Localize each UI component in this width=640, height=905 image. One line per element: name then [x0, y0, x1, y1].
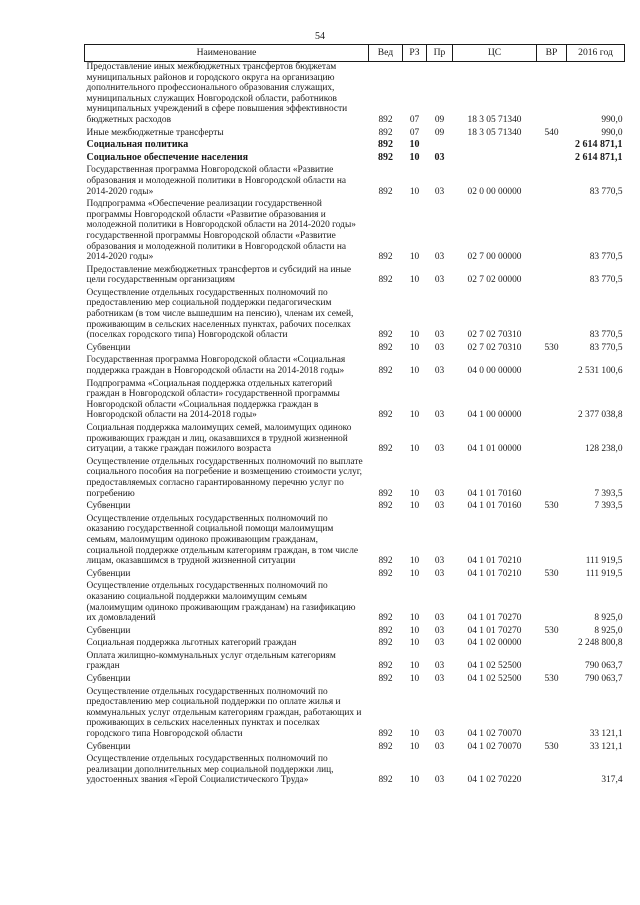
row-name: Предоставление иных межбюджетных трансфертов бюджетам муниципальных районов и городского округа на организацию дополнительного профессионального образования служащих, муниципальных служащих Новгородской области, работников муниципальных учреждений в сфере повышения эффективности бюджетных расходов — [86, 62, 348, 125]
row-sum: 83 770,5 — [589, 342, 623, 353]
row-sum: 33 121,1 — [589, 729, 623, 740]
row-ved: 892 — [378, 151, 393, 163]
row-pr: 03 — [434, 741, 445, 752]
row-ved: 892 — [378, 444, 393, 455]
table-row — [85, 754, 625, 788]
row-cs: 04 1 02 70070 — [467, 729, 522, 740]
row-name: Осуществление отдельных государственных полномочий по предоставлению мер социальной поддержки по оплате жилья и коммунальных услуг отдельным категориям граждан, работающих и проживающих в сельских населенных пунктах и поселках городского типа Новгородской области — [86, 686, 362, 740]
row-vr — [537, 651, 567, 674]
row-name: Социальное обеспечение населения — [86, 151, 249, 163]
table-row — [85, 569, 625, 582]
row-vr: 540 — [544, 127, 559, 138]
row-ved: 892 — [378, 556, 393, 567]
row-cs: 18 3 05 71340 — [467, 127, 522, 138]
row-vr — [537, 355, 567, 378]
row-name: Субвенции — [86, 501, 131, 512]
row-name: Субвенции — [86, 741, 131, 752]
page-number: 54 — [315, 31, 325, 42]
row-sum: 83 770,5 — [589, 330, 623, 341]
row-pr: 09 — [434, 127, 445, 138]
row-name: Государственная программа Новгородской области «Развитие образования и молодежной политики в Новгородской области на 2014-2020 годы» — [86, 165, 347, 197]
table-row — [85, 62, 625, 128]
row-cs: 04 1 02 70070 — [467, 741, 522, 752]
row-rz: 10 — [409, 729, 420, 740]
row-rz: 10 — [409, 275, 420, 286]
row-vr — [537, 754, 567, 788]
row-cs: 04 1 01 70210 — [467, 568, 522, 579]
row-cs: 04 1 01 70210 — [467, 556, 522, 567]
row-rz: 10 — [409, 444, 420, 455]
row-name: Подпрограмма «Социальная поддержка отдельных категорий граждан в Новгородской области» государственной программы Новгородской области «Социальная поддержка граждан в Новгородской области на 2014-2018 годы» — [86, 378, 340, 421]
row-cs: 02 7 02 00000 — [467, 275, 522, 286]
row-vr: 530 — [544, 741, 559, 752]
row-ved: 892 — [378, 674, 393, 685]
row-name: Социальная поддержка малоимущих семей, малоимущих одиноко проживающих граждан и лиц, оказавшихся в трудной жизненной ситуации, а также граждан пожилого возраста — [86, 423, 352, 455]
row-cs — [453, 140, 537, 153]
row-vr: 530 — [544, 674, 559, 685]
row-cs: 04 1 02 52500 — [467, 661, 522, 672]
row-name: Оплата жилищно-коммунальных услуг отдельным категориям граждан — [86, 650, 336, 672]
row-name: Субвенции — [86, 625, 131, 636]
row-ved: 892 — [378, 139, 393, 151]
row-ved: 892 — [378, 625, 393, 636]
header-ved: Вед — [369, 45, 403, 62]
row-cs: 04 1 01 00000 — [467, 444, 522, 455]
row-sum: 790 063,7 — [585, 674, 623, 685]
row-sum: 111 919,5 — [585, 556, 623, 567]
table-body — [85, 62, 625, 789]
row-ved: 892 — [378, 127, 393, 138]
row-cs: 04 0 00 00000 — [467, 366, 522, 377]
row-vr: 530 — [544, 501, 559, 512]
row-pr: 09 — [434, 114, 445, 125]
row-sum: 7 393,5 — [594, 501, 623, 512]
table-row — [85, 379, 625, 423]
table-row — [85, 153, 625, 166]
row-rz: 10 — [409, 661, 420, 672]
row-cs: 04 1 02 52500 — [467, 674, 522, 685]
row-name: Подпрограмма «Обеспечение реализации государственной программы Новгородской области «Развитие образования и молодежной политики в Новгородской области на 2014-2020 годы» государственной программы Новгородской области «Развитие образования и молодежной политики в Новгородской области на 2014-2020 годы» — [86, 199, 356, 263]
row-pr: 03 — [434, 366, 445, 377]
row-vr — [537, 165, 567, 199]
row-pr: 03 — [434, 613, 445, 624]
row-vr — [537, 140, 567, 153]
table-header-row — [85, 45, 625, 62]
row-name: Субвенции — [86, 568, 131, 579]
row-rz: 10 — [409, 674, 420, 685]
row-name: Социальная политика — [86, 139, 189, 151]
row-sum: 990,0 — [601, 127, 623, 138]
row-ved: 892 — [378, 661, 393, 672]
row-name: Осуществление отдельных государственных полномочий по оказанию социальной поддержки малоимущим семьям (малоимущим одиноко проживающим гражданам) на газификацию их домовладений — [86, 581, 356, 624]
row-cs: 02 7 02 70310 — [467, 330, 522, 341]
row-rz: 10 — [409, 775, 420, 786]
table-row — [85, 423, 625, 457]
row-rz: 07 — [409, 114, 420, 125]
row-ved: 892 — [378, 501, 393, 512]
table-row — [85, 651, 625, 674]
row-ved: 892 — [378, 410, 393, 421]
row-cs — [453, 153, 537, 166]
row-pr: 03 — [434, 729, 445, 740]
row-vr — [537, 638, 567, 651]
row-rz: 10 — [409, 330, 420, 341]
row-rz: 10 — [409, 741, 420, 752]
row-vr: 530 — [544, 342, 559, 353]
row-rz: 10 — [409, 488, 420, 499]
row-sum: 2 614 871,1 — [575, 139, 623, 151]
row-sum: 8 925,0 — [594, 625, 623, 636]
row-sum: 7 393,5 — [594, 488, 623, 499]
row-rz: 10 — [409, 186, 420, 197]
table-row — [85, 501, 625, 514]
table-row — [85, 581, 625, 625]
row-ved: 892 — [378, 252, 393, 263]
row-cs: 18 3 05 71340 — [467, 114, 522, 125]
row-vr — [537, 199, 567, 265]
row-ved: 892 — [378, 186, 393, 197]
row-vr — [537, 423, 567, 457]
table-row — [85, 165, 625, 199]
row-sum: 128 238,0 — [585, 444, 623, 455]
row-vr — [537, 514, 567, 569]
row-rz: 10 — [409, 638, 420, 649]
row-name: Осуществление отдельных государственных полномочий по оказанию государственной социальной помощи малоимущим семьям, малоимущим одиноко проживающим гражданам, социальной поддержке отдельным категориям граждан, в том числе лицам, оказавшимся в трудной жизненной ситуации — [86, 513, 359, 567]
row-cs: 04 1 02 70220 — [467, 775, 522, 786]
header-rz: РЗ — [403, 45, 427, 62]
row-vr — [537, 457, 567, 501]
row-rz: 10 — [409, 139, 420, 151]
row-name: Осуществление отдельных государственных полномочий по выплате социального пособия на погребение и возмещению стоимости услуг, предоставляемых согласно гарантированному перечню услуг по погребению — [86, 456, 363, 499]
row-sum: 2 614 871,1 — [575, 151, 623, 163]
row-cs: 04 1 01 70160 — [467, 488, 522, 499]
row-cs: 04 1 01 70270 — [467, 613, 522, 624]
budget-table — [84, 44, 625, 788]
row-pr: 03 — [434, 501, 445, 512]
row-pr: 03 — [434, 410, 445, 421]
row-vr: 530 — [544, 568, 559, 579]
row-rz: 10 — [409, 366, 420, 377]
header-cs: ЦС — [453, 45, 537, 62]
row-sum: 2 531 100,6 — [577, 366, 623, 377]
table-row — [85, 288, 625, 343]
row-name: Иные межбюджетные трансферты — [86, 127, 224, 138]
row-pr: 03 — [434, 342, 445, 353]
row-name: Осуществление отдельных государственных полномочий по предоставлению мер социальной поддержки педагогическим работникам (в том числе вышедшим на пенсию), членам их семей, проживающим в сельских населенных пунктах, рабочих поселках (поселках городского типа) Новгородской области — [86, 287, 354, 341]
row-pr: 03 — [434, 661, 445, 672]
row-ved: 892 — [378, 775, 393, 786]
row-pr: 03 — [434, 775, 445, 786]
row-ved: 892 — [378, 568, 393, 579]
header-name: Наименование — [85, 45, 369, 62]
row-ved: 892 — [378, 741, 393, 752]
row-cs: 04 1 01 70160 — [467, 501, 522, 512]
header-pr: Пр — [427, 45, 453, 62]
row-ved: 892 — [378, 729, 393, 740]
row-rz: 10 — [409, 410, 420, 421]
row-rz: 10 — [409, 556, 420, 567]
row-name: Субвенции — [86, 342, 131, 353]
row-ved: 892 — [378, 613, 393, 624]
row-pr: 03 — [434, 638, 445, 649]
row-pr: 03 — [434, 330, 445, 341]
row-pr: 03 — [434, 568, 445, 579]
table-row — [85, 674, 625, 687]
row-pr: 03 — [434, 151, 445, 163]
row-pr: 03 — [434, 625, 445, 636]
row-pr: 03 — [434, 488, 445, 499]
row-vr — [537, 62, 567, 128]
table-row — [85, 514, 625, 569]
row-rz: 10 — [409, 501, 420, 512]
row-ved: 892 — [378, 342, 393, 353]
table-row — [85, 742, 625, 755]
row-rz: 10 — [409, 625, 420, 636]
table-row — [85, 199, 625, 265]
row-rz: 10 — [409, 151, 420, 163]
row-vr — [537, 265, 567, 288]
row-sum: 2 248 800,8 — [577, 638, 623, 649]
row-pr — [427, 140, 453, 153]
table-row — [85, 638, 625, 651]
row-pr: 03 — [434, 186, 445, 197]
row-rz: 10 — [409, 613, 420, 624]
row-cs: 02 7 02 70310 — [467, 342, 522, 353]
row-name: Осуществление отдельных государственных полномочий по реализации дополнительных мер социальной поддержки лиц, удостоенных звания «Герой Социалистического Труда» — [86, 754, 334, 786]
header-year: 2016 год — [567, 45, 625, 62]
row-rz: 07 — [409, 127, 420, 138]
row-vr — [537, 153, 567, 166]
row-vr — [537, 379, 567, 423]
row-ved: 892 — [378, 275, 393, 286]
row-vr — [537, 581, 567, 625]
row-rz: 10 — [409, 342, 420, 353]
row-sum: 990,0 — [601, 114, 623, 125]
row-cs: 02 0 00 00000 — [467, 186, 522, 197]
table-row — [85, 343, 625, 356]
row-sum: 317,4 — [601, 775, 623, 786]
row-name: Социальная поддержка льготных категорий граждан — [86, 638, 297, 649]
row-sum: 83 770,5 — [589, 252, 623, 263]
row-rz: 10 — [409, 568, 420, 579]
header-vr: ВР — [537, 45, 567, 62]
row-sum: 8 925,0 — [594, 613, 623, 624]
table-row — [85, 687, 625, 742]
row-ved: 892 — [378, 330, 393, 341]
row-sum: 111 919,5 — [585, 568, 623, 579]
row-cs: 04 1 00 00000 — [467, 410, 522, 421]
row-pr: 03 — [434, 444, 445, 455]
row-sum: 790 063,7 — [585, 661, 623, 672]
row-ved: 892 — [378, 488, 393, 499]
row-vr — [537, 288, 567, 343]
row-name: Государственная программа Новгородской области «Социальная поддержка граждан в Новгородской области на 2014-2018 годы» — [86, 355, 346, 377]
row-pr: 03 — [434, 556, 445, 567]
table-row — [85, 140, 625, 153]
row-name: Субвенции — [86, 674, 131, 685]
table-row — [85, 457, 625, 501]
row-sum: 83 770,5 — [589, 186, 623, 197]
row-sum: 2 377 038,8 — [577, 410, 623, 421]
row-sum: 33 121,1 — [589, 741, 623, 752]
row-name: Предоставление межбюджетных трансфертов и субсидий на иные цели государственным организациям — [86, 264, 352, 286]
row-cs: 02 7 00 00000 — [467, 252, 522, 263]
row-vr — [537, 687, 567, 742]
row-ved: 892 — [378, 114, 393, 125]
table-row — [85, 626, 625, 639]
row-cs: 04 1 02 00000 — [467, 638, 522, 649]
row-cs: 04 1 01 70270 — [467, 625, 522, 636]
row-pr: 03 — [434, 674, 445, 685]
table-row — [85, 265, 625, 288]
row-sum: 83 770,5 — [589, 275, 623, 286]
table-row — [85, 355, 625, 378]
row-vr: 530 — [544, 625, 559, 636]
row-ved: 892 — [378, 638, 393, 649]
row-pr: 03 — [434, 275, 445, 286]
row-pr: 03 — [434, 252, 445, 263]
row-rz: 10 — [409, 252, 420, 263]
row-ved: 892 — [378, 366, 393, 377]
